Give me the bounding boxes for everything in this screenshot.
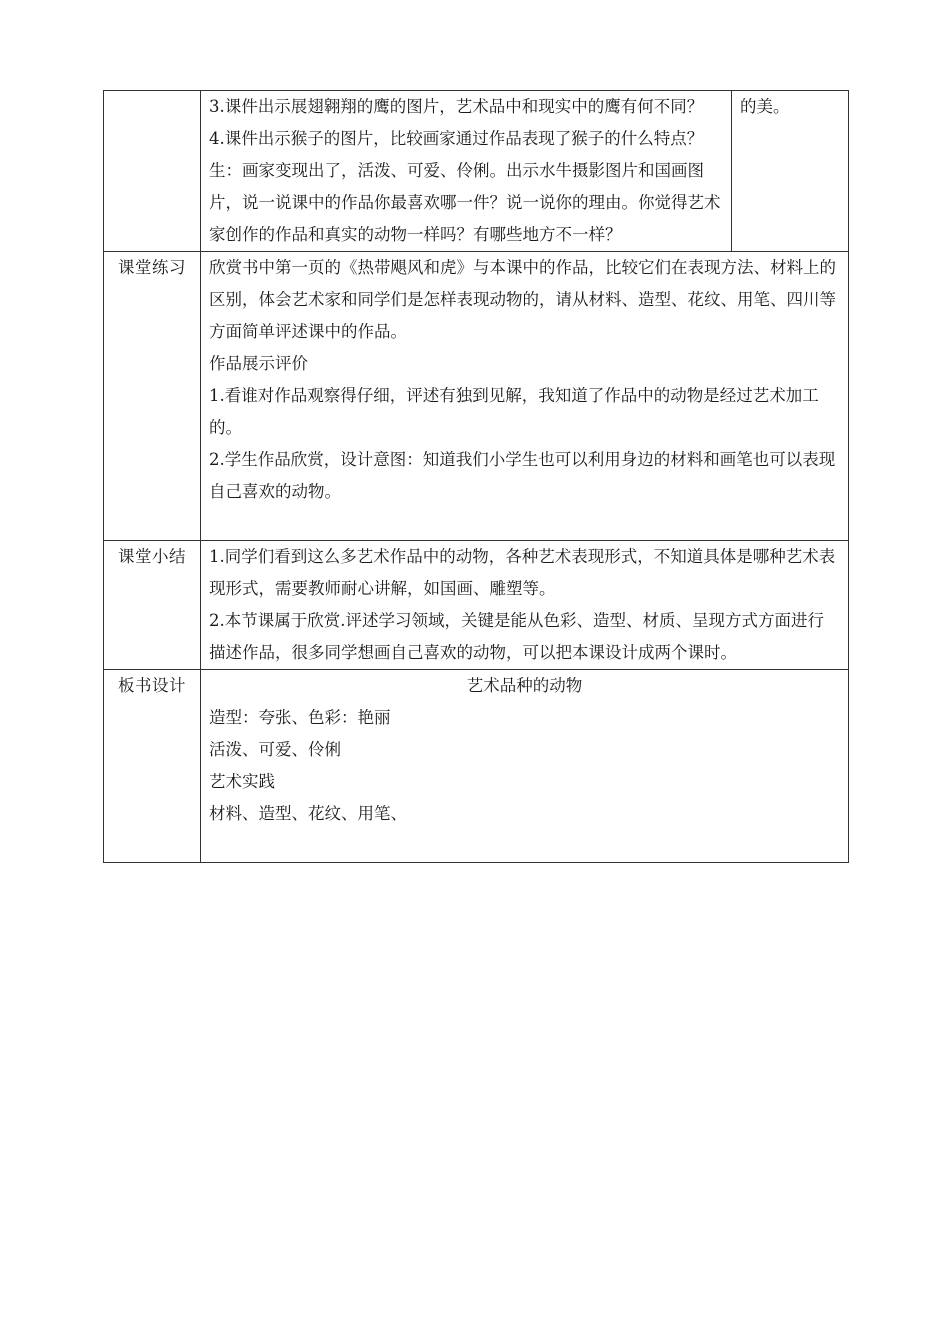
process-step-4: 4.课件出示猴子的图片，比较画家通过作品表现了猴子的什么特点？生：画家变现出了，活泼、可爱、伶俐。出示水牛摄影图片和国画图片，说一说课中的作品你最喜欢哪一件？说一说你的理由。你觉得艺术家创作的作品和真实的动物一样吗？有哪些地方不一样？: [209, 129, 721, 244]
design-intent-cell: 的美。: [732, 91, 849, 252]
practice-paragraph: 欣赏书中第一页的《热带飓风和虎》与本课中的作品，比较它们在表现方法、材料上的区别，体会艺术家和同学们是怎样表现动物的，请从材料、造型、花纹、用笔、四川等方面简单评述课中的作品。: [209, 258, 836, 341]
row-label-empty: [104, 91, 201, 252]
practice-content: [201, 252, 849, 541]
blank-line: [209, 830, 840, 862]
summary-paragraph: 1.同学们看到这么多艺术作品中的动物，各种艺术表现形式，不知道具体是哪种艺术表现形式，需要教师耐心讲解，如国画、雕塑等。: [209, 547, 836, 598]
practice-paragraph: 2.学生作品欣赏，设计意图：知道我们小学生也可以利用身边的材料和画笔也可以表现自己喜欢的动物。: [209, 450, 836, 501]
process-step-3: 3.课件出示展翅翱翔的鹰的图片，艺术品中和现实中的鹰有何不同？: [209, 97, 704, 116]
blackboard-line: 艺术实践: [209, 772, 275, 791]
blackboard-line: 活泼、可爱、伶俐: [209, 740, 341, 759]
practice-paragraph: 作品展示评价: [209, 354, 308, 373]
summary-content: [201, 541, 849, 670]
lesson-plan-table: [103, 90, 849, 863]
blackboard-content: [201, 670, 849, 863]
classroom-practice-row: [104, 252, 849, 541]
blackboard-title: 艺术品种的动物: [466, 676, 583, 695]
row-label-practice: 课堂练习: [104, 252, 201, 541]
classroom-summary-row: [104, 541, 849, 670]
teaching-process-row: [104, 91, 849, 252]
row-label-blackboard: 板书设计: [104, 670, 201, 863]
row-label-summary: 课堂小结: [104, 541, 201, 670]
blackboard-line: 材料、造型、花纹、用笔、: [209, 804, 407, 823]
blackboard-line: 造型：夸张、色彩：艳丽: [209, 708, 391, 727]
blackboard-design-row: [104, 670, 849, 863]
summary-paragraph: 2.本节课属于欣赏.评述学习领域，关键是能从色彩、造型、材质、呈现方式方面进行描述作品，很多同学想画自己喜欢的动物，可以把本课设计成两个课时。: [209, 611, 824, 662]
blank-line: [209, 508, 840, 540]
teaching-process-content: [201, 91, 732, 252]
practice-paragraph: 1.看谁对作品观察得仔细，评述有独到见解，我知道了作品中的动物是经过艺术加工的。: [209, 386, 819, 437]
